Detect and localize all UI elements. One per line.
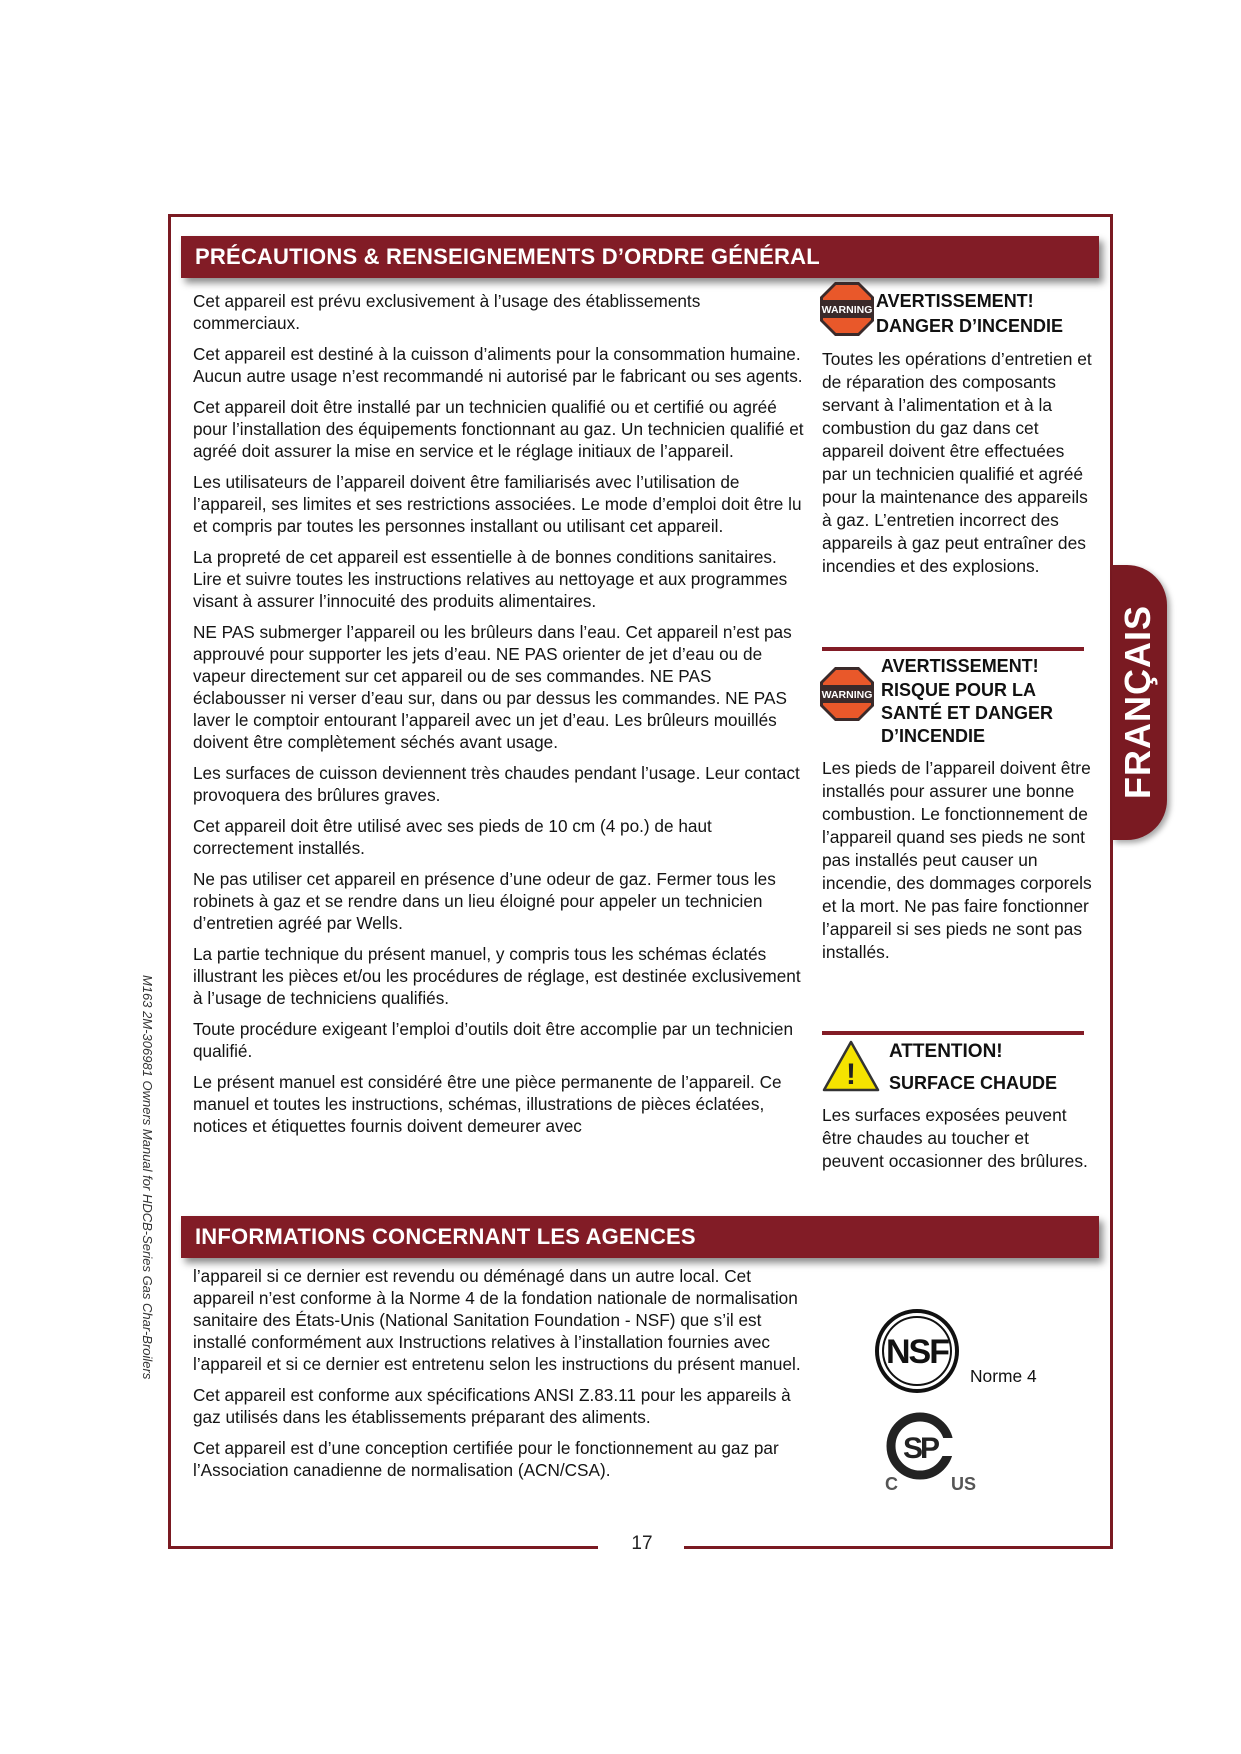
section-header-precautions: PRÉCAUTIONS & RENSEIGNEMENTS D’ORDRE GÉNÉRAL (181, 236, 1099, 278)
caution-subtitle: SURFACE CHAUDE (889, 1073, 1058, 1093)
nsf-logo-icon (874, 1308, 960, 1394)
csa-logo-icon (878, 1408, 978, 1494)
divider (822, 1031, 1084, 1035)
caution-sign-label: ! (846, 1058, 856, 1091)
paragraph: Les surfaces de cuisson deviennent très chaudes pendant l’usage. Leur contact provoquera des brûlures graves. (193, 763, 800, 805)
csa-c-label: C (885, 1474, 898, 1494)
paragraph: l’appareil si ce dernier est revendu ou déménagé dans un autre local. Cet appareil n’est conforme à la Norme 4 de la fondation nationale de normalisation sanitaire des États-Unis (National Sanitation Foundation - NSF) que s’il est installé conformément aux Instructions relatives à l’installation fournies avec l’appareil et si ce dernier est entretenu selon les instructions du présent manuel. (193, 1266, 801, 1374)
frame-bottom-rule-left (168, 1546, 598, 1549)
paragraph: Les utilisateurs de l’appareil doivent être familiarisés avec l’utilisation de l’appareil, ses limites et ses restrictions associées. Le mode d’emploi doit être lu et compris par toutes les personnes installant ou utilisant cet appareil. (193, 472, 802, 536)
csa-logo-text: SP (902, 1432, 938, 1465)
paragraph: Toute procédure exigeant l’emploi d’outils doit être accomplie par un technicien qualifié. (193, 1019, 794, 1061)
caution-heading (889, 1040, 1089, 1095)
warning-sign-label: WARNING (821, 304, 873, 316)
paragraph: NE PAS submerger l’appareil ou les brûleurs dans l’eau. Cet appareil n’est pas approuvé pour supporter les jets d’eau. NE PAS orienter de jet d’eau ou de vapeur directement sur cet appareil ou de ses commandes. NE PAS éclabousser ni verser d’eau sur, dans ou par dessus les commandes. NE PAS laver le comptoir entourant l’appareil avec un jet d’eau. Les brûleurs mouillés doivent être complètement séchés avant usage. (193, 622, 792, 752)
paragraph: La partie technique du présent manuel, y compris tous les schémas éclatés illustrant les pièces et/ou les procédures de réglage, est destinée exclusivement à l’usage de techniciens qualifiés. (193, 944, 801, 1008)
warning-fire-heading (876, 290, 1096, 338)
nsf-logo-text: NSF (886, 1333, 948, 1371)
caution-title: ATTENTION! (889, 1041, 1003, 1062)
paragraph: Cet appareil est conforme aux spécifications ANSI Z.83.11 pour les appareils à gaz utilisés dans les établissements préparant des aliments. (193, 1385, 791, 1427)
caution-text: Les surfaces exposées peuvent être chaudes au toucher et peuvent occasionner des brûlures. (822, 1105, 1088, 1171)
warning-sign-icon (818, 280, 876, 338)
section-header-agencies: INFORMATIONS CONCERNANT LES AGENCES (181, 1216, 1099, 1258)
warning-title: AVERTISSEMENT! (881, 656, 1039, 676)
precautions-text (193, 290, 805, 1146)
warning-health-heading (881, 655, 1081, 748)
divider (822, 647, 1084, 651)
paragraph: Ne pas utiliser cet appareil en présence d’une odeur de gaz. Fermer tous les robinets à gaz et se rendre dans un lieu éloigné pour appeler un technicien d’entretien agréé par Wells. (193, 869, 776, 933)
paragraph: Cet appareil est d’une conception certifiée pour le fonctionnement au gaz par l’Association canadienne de normalisation (ACN/CSA). (193, 1438, 779, 1480)
caution-triangle-icon (822, 1040, 880, 1092)
warning-sign-icon (818, 665, 876, 723)
paragraph: Le présent manuel est considéré être une pièce permanente de l’appareil. Ce manuel et toutes les instructions, schémas, illustrations de pièces éclatées, notices et étiquettes fournis doivent demeurer avec (193, 1072, 782, 1136)
paragraph: Cet appareil doit être installé par un technicien qualifié ou et certifié ou agréé pour l’installation des équipements fonctionnant au gaz. Un technicien qualifié et agréé doit assurer la mise en service et le réglage initiaux de l’appareil. (193, 397, 804, 461)
paragraph: Cet appareil doit être utilisé avec ses pieds de 10 cm (4 po.) de haut correctement installés. (193, 816, 712, 858)
frame-bottom-rule-right (684, 1546, 1113, 1549)
warning-health-text: Les pieds de l’appareil doivent être installés pour assurer une bonne combustion. Le fonctionnement de l’appareil quand ses pieds ne sont pas installés peut causer un incendie, des dommages corporels et la mort. Ne pas faire fonctionner l’appareil si ses pieds ne sont pas installés. (822, 758, 1092, 962)
paragraph: Cet appareil est destiné à la cuisson d’aliments pour la consommation humaine. Aucun autre usage n’est recommandé ni autorisé par le fabricant ou ses agents. (193, 344, 803, 386)
warning-fire-text: Toutes les opérations d’entretien et de réparation des composants servant à l’alimentation et à la combustion du gaz dans cet appareil doivent être effectuées par un technicien qualifié et agréé pour la maintenance des appareils à gaz. L’entretien incorrect des appareils à gaz peut entraîner des incendies et des explosions. (822, 349, 1092, 576)
paragraph: La propreté de cet appareil est essentielle à de bonnes conditions sanitaires. Lire et suivre toutes les instructions relatives au nettoyage et aux programmes visant à assurer l’innocuité des produits alimentaires. (193, 547, 788, 611)
paragraph: Cet appareil est prévu exclusivement à l’usage des établissements commerciaux. (193, 291, 701, 333)
warning-subtitle: DANGER D’INCENDIE (876, 316, 1064, 336)
page-number: 17 (631, 1533, 653, 1554)
warning-title: AVERTISSEMENT! (876, 291, 1034, 311)
language-tab-label: FRANÇAIS (1117, 605, 1158, 799)
warning-sign-label: WARNING (821, 689, 873, 701)
agencies-text (193, 1265, 805, 1490)
warning-subtitle: RISQUE POUR LA SANTÉ ET DANGER D’INCENDIE (881, 680, 1054, 746)
nsf-norme-label: Norme 4 (970, 1366, 1037, 1386)
csa-us-label: US (951, 1474, 977, 1494)
document-reference-note: M163 2M-306981 Owners Manual for HDCB-Series Gas Char-Broilers (140, 975, 155, 1380)
